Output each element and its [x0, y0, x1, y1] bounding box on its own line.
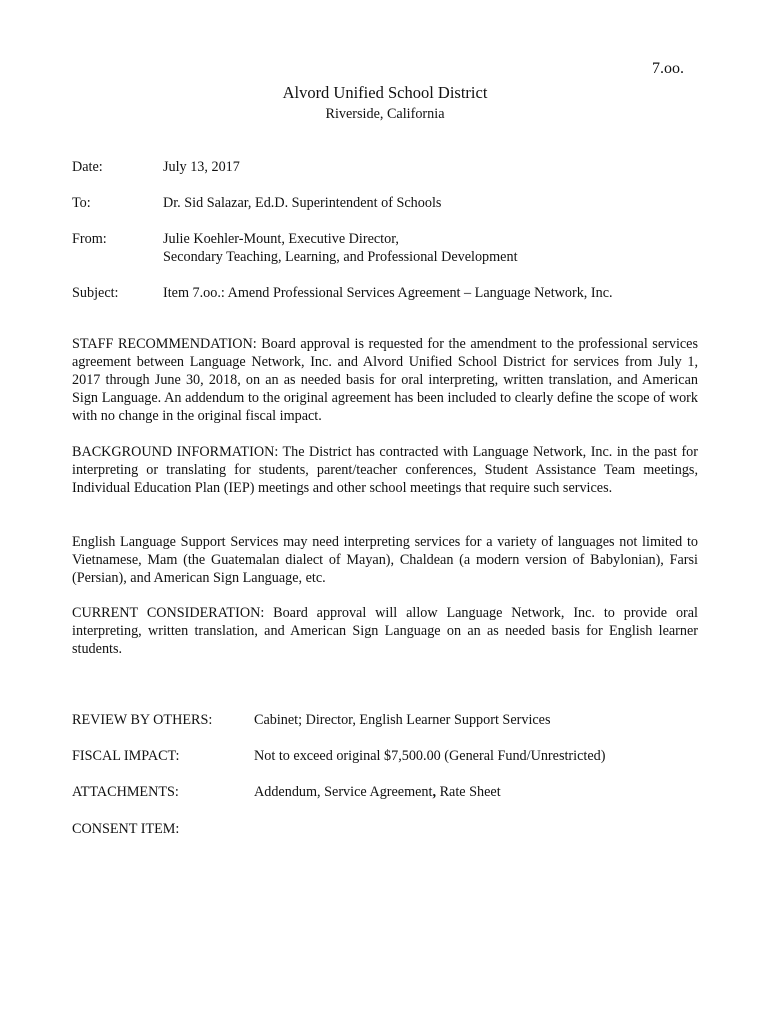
fiscal-row [72, 747, 712, 765]
subject-row [72, 284, 712, 302]
attachments-value [254, 783, 712, 801]
current-consideration-paragraph: CURRENT CONSIDERATION: Board approval will allow Language Network, Inc. to provide oral interpreting, written translation, and American Sign Language on an as needed basis for English learner students. [72, 605, 698, 657]
date-value: July 13, 2017 [163, 159, 240, 175]
review-label: REVIEW BY OTHERS: [72, 712, 213, 728]
staff-recommendation-paragraph: STAFF RECOMMENDATION: Board approval is requested for the amendment to the professional services agreement between Language Network, Inc. and Alvord Unified School District for services from July 1, 2017 through June 30, 2018, on an as needed basis for oral interpreting, written translation, and American Sign Language. An addendum to the original agreement has been included to clearly define the scope of work with no change in the original fiscal impact. [72, 336, 698, 424]
date-label: Date: [72, 159, 103, 175]
fiscal-value: Not to exceed original $7,500.00 (General Fund/Unrestricted) [254, 748, 606, 764]
from-line-2: Secondary Teaching, Learning, and Professional Development [163, 249, 518, 265]
date-row [72, 158, 712, 176]
consent-row [72, 820, 712, 838]
to-label: To: [72, 195, 91, 211]
from-row [72, 230, 712, 266]
background-paragraph: BACKGROUND INFORMATION: The District has contracted with Language Network, Inc. in the past for interpreting or translating for students, parent/teacher conferences, Student Assistance Team meetings, Individual Education Plan (IEP) meetings and other school meetings that require such services. [72, 444, 698, 496]
from-value [163, 230, 712, 266]
from-line-1: Julie Koehler-Mount, Executive Director, [163, 231, 399, 247]
consent-label: CONSENT ITEM: [72, 821, 180, 837]
review-value: Cabinet; Director, English Learner Support Services [254, 712, 551, 728]
district-location: Riverside, California [325, 106, 445, 122]
to-value: Dr. Sid Salazar, Ed.D. Superintendent of Schools [163, 195, 442, 211]
fiscal-label: FISCAL IMPACT: [72, 748, 180, 764]
subject-value: Item 7.oo.: Amend Professional Services Agreement – Language Network, Inc. [163, 285, 613, 301]
subject-label: Subject: [72, 285, 119, 301]
attachments-label: ATTACHMENTS: [72, 784, 179, 800]
english-support-paragraph: English Language Support Services may need interpreting services for a variety of languages not limited to Vietnamese, Mam (the Guatemalan dialect of Mayan), Chaldean (a modern version of Babylonian), Farsi (Persian), and American Sign Language, etc. [72, 534, 698, 586]
to-row [72, 194, 712, 212]
attachments-comma: , [432, 784, 437, 800]
review-row [72, 711, 712, 729]
item-number: 7.oo. [652, 60, 684, 77]
district-title: Alvord Unified School District [282, 83, 488, 102]
attachments-row [72, 783, 712, 801]
attachments-part-1: Addendum, Service Agreement [254, 784, 433, 800]
attachments-part-2: Rate Sheet [436, 784, 501, 800]
from-label: From: [72, 231, 107, 247]
